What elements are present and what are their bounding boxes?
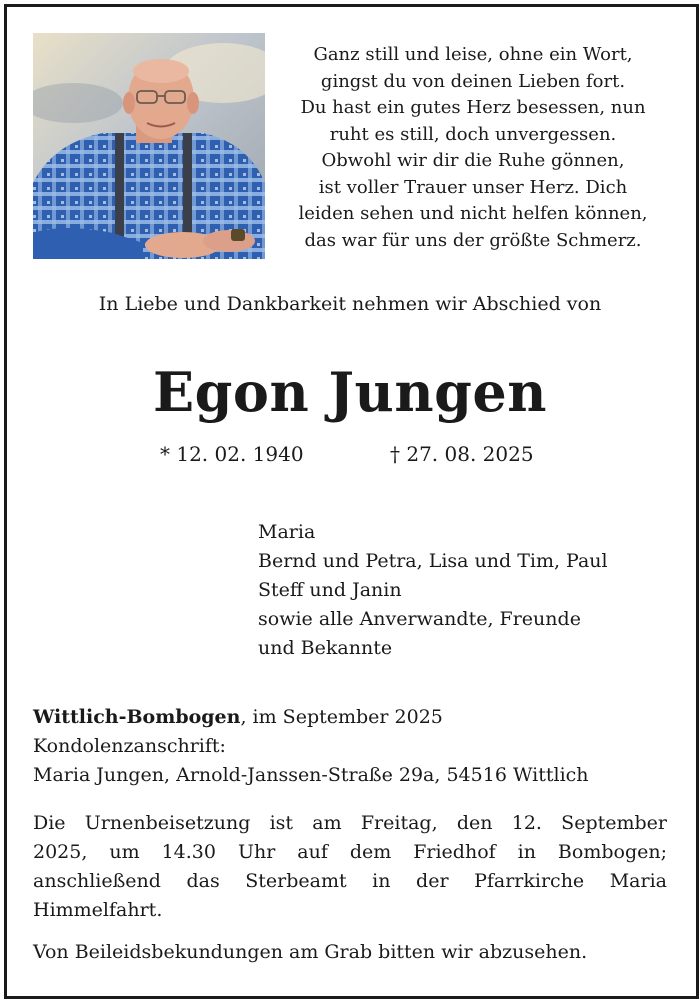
mourner-line: Bernd und Petra, Lisa und Tim, Paul: [258, 550, 608, 572]
poem-line: Du hast ein gutes Herz besessen, nun: [300, 97, 646, 118]
memorial-poem: [278, 42, 668, 254]
mourner-line: sowie alle Anverwandte, Freunde: [258, 608, 581, 630]
condolence-address: Maria Jungen, Arnold-Janssen-Straße 29a, 54516 Wittlich: [33, 764, 589, 786]
mourners-list: [258, 518, 608, 663]
poem-line: ist voller Trauer unser Herz. Dich: [318, 176, 628, 198]
funeral-details: [33, 809, 667, 925]
funeral-line: Die Urnenbeisetzung ist am Freitag, den 12. September: [33, 812, 667, 834]
poem-line: ruht es still, doch unvergessen.: [329, 123, 617, 145]
condolence-label: Kondolenzanschrift:: [33, 735, 226, 757]
poem-line: Ganz still und leise, ohne ein Wort,: [313, 44, 633, 65]
closing-note: Von Beileidsbekundungen am Grab bitten wir abzusehen.: [33, 941, 588, 963]
birth-date: * 12. 02. 1940: [160, 442, 304, 466]
notice-date: , im September 2025: [240, 706, 443, 728]
mourner-line: und Bekannte: [258, 637, 393, 659]
poem-line: leiden sehen und nicht helfen können,: [298, 203, 648, 224]
place-and-date: [33, 703, 589, 732]
mourner-line: Maria: [258, 521, 316, 543]
deceased-name: Egon Jungen: [153, 360, 547, 424]
death-date: † 27. 08. 2025: [390, 442, 534, 466]
poem-line: das war für uns der größte Schmerz.: [304, 229, 642, 251]
farewell-intro: In Liebe und Dankbarkeit nehmen wir Abschied von: [98, 293, 602, 315]
location-block: [33, 703, 589, 790]
place-name: Wittlich-Bombogen: [33, 706, 241, 728]
poem-line: gingst du von deinen Lieben fort.: [320, 70, 626, 92]
funeral-line: anschließend das Sterbeamt in der Pfarrkirche Maria: [33, 870, 667, 892]
funeral-line: Himmelfahrt.: [33, 899, 163, 921]
poem-line: Obwohl wir dir die Ruhe gönnen,: [321, 150, 625, 171]
mourner-line: Steff und Janin: [258, 579, 402, 601]
portrait-photo: [33, 33, 265, 259]
funeral-line: 2025, um 14.30 Uhr auf dem Friedhof in Bombogen;: [33, 841, 667, 863]
